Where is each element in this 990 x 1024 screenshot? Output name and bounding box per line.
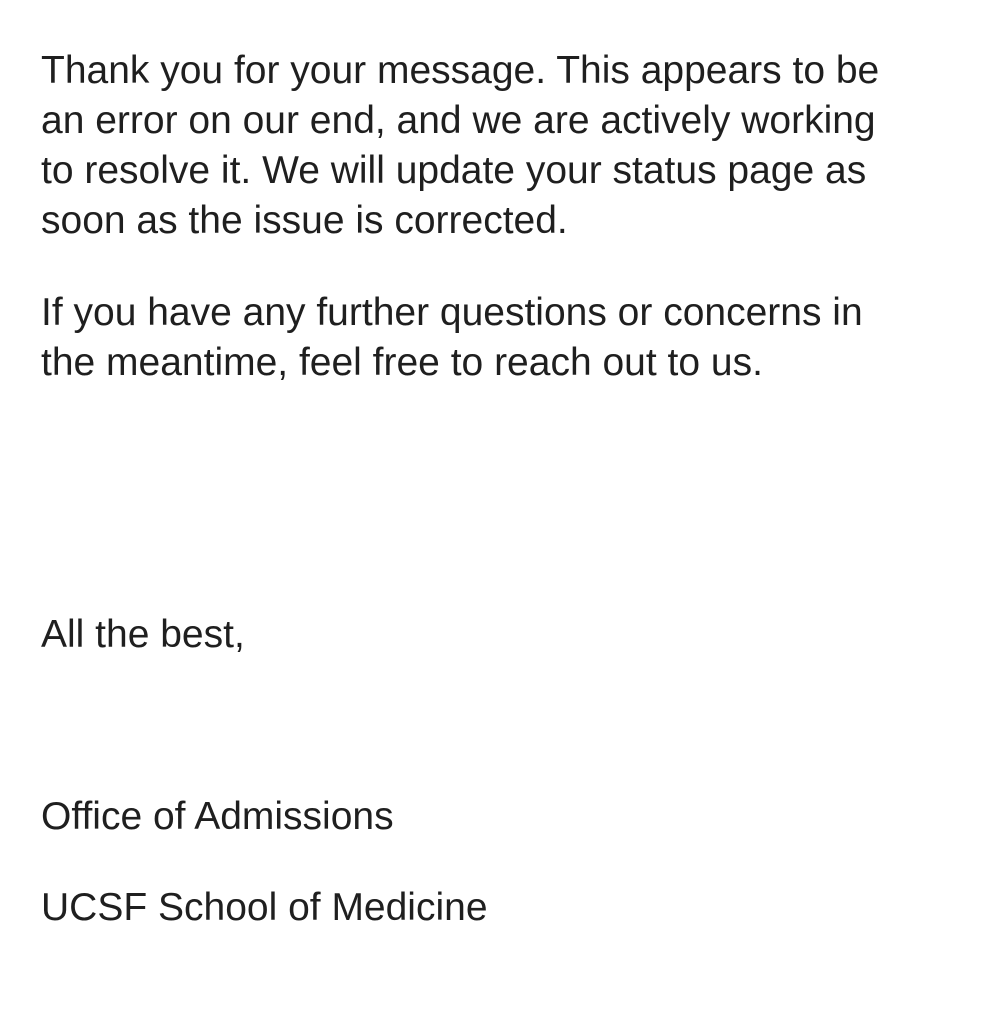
message-paragraph-2: If you have any further questions or concerns in the meantime, feel free to reach out to us. — [41, 291, 863, 384]
email-signoff: All the best, — [41, 613, 245, 656]
message-paragraph-1: Thank you for your message. This appears to be an error on our end, and we are actively working to resolve it. We will update your status page as soon as the issue is corrected. — [41, 49, 880, 242]
signature-office: Office of Admissions — [41, 795, 394, 838]
signature-school: UCSF School of Medicine — [41, 886, 488, 929]
